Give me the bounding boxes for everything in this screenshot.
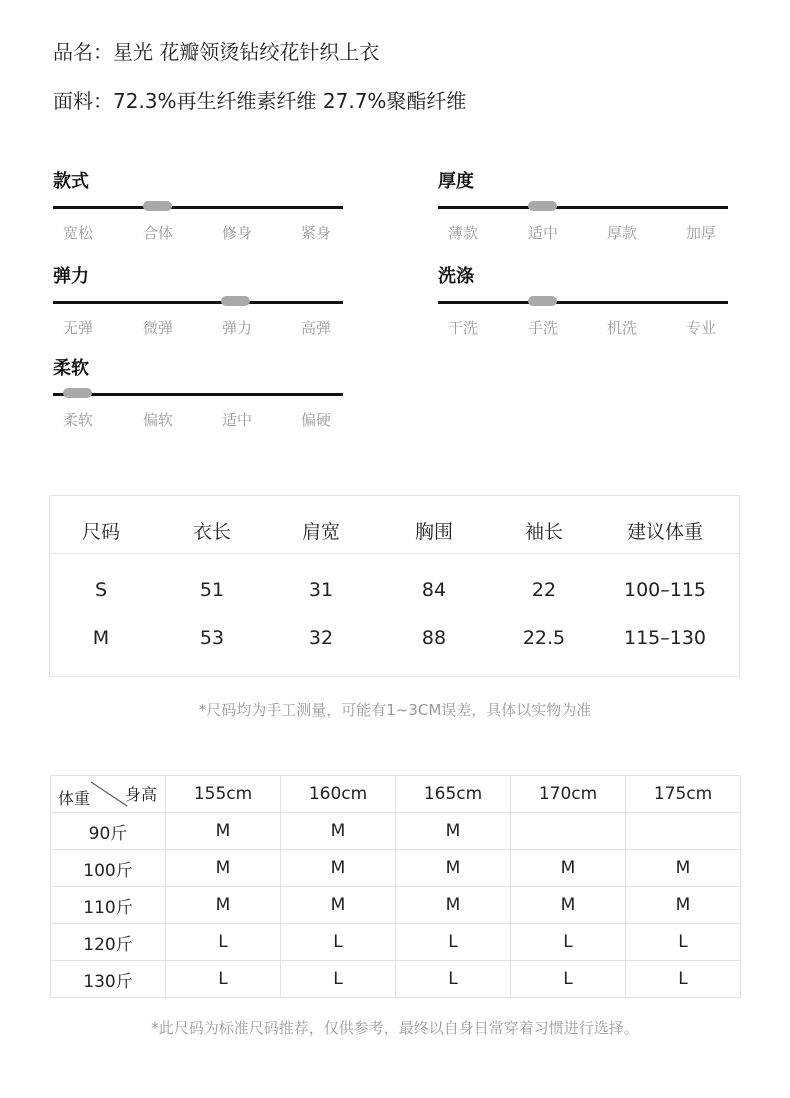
rec-size-cell: L	[511, 924, 626, 961]
attr-track	[53, 206, 343, 209]
weight-cell: 100斤	[51, 850, 166, 887]
table-row	[51, 776, 741, 813]
attr-indicator	[143, 201, 172, 211]
attr-indicator	[63, 388, 92, 398]
rec-size-cell: M	[166, 850, 281, 887]
size-header-cell: 尺码	[81, 521, 121, 543]
rec-size-cell: M	[396, 813, 511, 850]
weight-cell: 110斤	[51, 887, 166, 924]
attr-thickness	[438, 171, 728, 242]
attr-option: 薄款	[447, 224, 478, 242]
attr-style	[53, 171, 343, 242]
attr-title: 款式	[53, 171, 89, 192]
rec-size-cell: M	[511, 887, 626, 924]
height-header: 160cm	[281, 776, 396, 813]
attr-track	[53, 393, 343, 396]
size-cell: M	[92, 627, 110, 649]
rec-size-cell: M	[281, 813, 396, 850]
height-header: 165cm	[396, 776, 511, 813]
attr-title: 洗涤	[438, 266, 474, 287]
size-table-header	[50, 496, 739, 554]
size-cell: 53	[199, 627, 225, 649]
attr-track	[53, 301, 343, 304]
rec-size-cell: M	[396, 887, 511, 924]
corner-cell	[51, 776, 166, 813]
attr-option: 适中	[527, 224, 558, 242]
attr-option: 微弹	[142, 319, 173, 337]
attr-option: 高弹	[300, 319, 331, 337]
rec-size-cell: M	[166, 887, 281, 924]
size-header-cell: 胸围	[414, 521, 454, 543]
rec-size-cell	[626, 813, 741, 850]
rec-size-cell: L	[281, 961, 396, 998]
attr-elasticity	[53, 266, 343, 337]
attr-option: 干洗	[447, 319, 478, 337]
recommend-note: *此尺码为标准尺码推荐，仅供参考，最终以自身日常穿着习惯进行选择。	[151, 1019, 639, 1037]
attr-option: 手洗	[527, 319, 558, 337]
attr-indicator	[528, 296, 557, 306]
rec-size-cell: L	[626, 924, 741, 961]
size-cell: S	[94, 579, 108, 601]
rec-size-cell: L	[396, 924, 511, 961]
table-row	[51, 961, 741, 998]
corner-weight-label: 体重	[58, 789, 91, 808]
size-cell: 32	[308, 627, 334, 649]
product-name: 品名：星光 花瓣领烫钻绞花针织上衣	[53, 40, 380, 64]
rec-size-cell: M	[281, 887, 396, 924]
rec-size-cell: M	[511, 850, 626, 887]
rec-size-cell: L	[281, 924, 396, 961]
weight-cell: 90斤	[51, 813, 166, 850]
size-cell: 51	[199, 579, 225, 601]
rec-size-cell: L	[166, 961, 281, 998]
attr-option: 机洗	[606, 319, 637, 337]
rec-size-cell: L	[626, 961, 741, 998]
attr-option: 偏硬	[300, 411, 331, 429]
height-header: 155cm	[166, 776, 281, 813]
table-row	[51, 924, 741, 961]
attr-indicator	[528, 201, 557, 211]
attr-option: 厚款	[606, 224, 637, 242]
recommend-table	[50, 775, 741, 998]
size-cell: 115–130	[623, 627, 707, 649]
attr-softness	[53, 358, 343, 429]
attr-track	[438, 206, 728, 209]
size-cell: 88	[421, 627, 447, 649]
attr-washing	[438, 266, 728, 337]
corner-height-label: 身高	[124, 785, 157, 804]
rec-size-cell: M	[626, 850, 741, 887]
attr-option: 加厚	[685, 224, 716, 242]
weight-cell: 130斤	[51, 961, 166, 998]
attr-option: 偏软	[142, 411, 173, 429]
rec-size-cell: L	[511, 961, 626, 998]
size-table	[49, 495, 740, 677]
attr-option: 合体	[142, 224, 173, 242]
rec-size-cell: M	[626, 887, 741, 924]
rec-size-cell: M	[281, 850, 396, 887]
attr-option: 无弹	[62, 319, 93, 337]
size-cell: 84	[421, 579, 447, 601]
attr-option: 弹力	[221, 319, 252, 337]
table-row	[51, 813, 741, 850]
size-header-cell: 袖长	[524, 521, 564, 543]
attr-title: 柔软	[53, 358, 89, 379]
rec-size-cell: M	[166, 813, 281, 850]
attr-title: 弹力	[53, 266, 89, 287]
attr-option: 适中	[221, 411, 252, 429]
size-header-cell: 肩宽	[301, 521, 341, 543]
rec-size-cell: L	[396, 961, 511, 998]
size-note: *尺码均为手工测量，可能有1~3CM误差，具体以实物为准	[198, 701, 592, 719]
attr-option: 宽松	[62, 224, 93, 242]
height-header: 170cm	[511, 776, 626, 813]
attr-option: 修身	[221, 224, 252, 242]
rec-size-cell	[511, 813, 626, 850]
height-header: 175cm	[626, 776, 741, 813]
size-cell: 100–115	[623, 579, 707, 601]
attr-indicator	[221, 296, 250, 306]
rec-size-cell: L	[166, 924, 281, 961]
size-cell: 31	[308, 579, 334, 601]
size-header-cell: 建议体重	[626, 521, 704, 543]
fabric-composition: 面料：72.3%再生纤维素纤维 27.7%聚酯纤维	[53, 89, 467, 113]
weight-cell: 120斤	[51, 924, 166, 961]
attr-option: 专业	[685, 319, 716, 337]
size-header-cell: 衣长	[192, 521, 232, 543]
rec-size-cell: M	[396, 850, 511, 887]
size-cell: 22	[531, 579, 557, 601]
attr-option: 紧身	[300, 224, 331, 242]
attr-title: 厚度	[438, 171, 474, 192]
attr-option: 柔软	[62, 411, 93, 429]
attr-track	[438, 301, 728, 304]
table-row	[51, 887, 741, 924]
size-cell: 22.5	[522, 627, 566, 649]
table-row	[51, 850, 741, 887]
